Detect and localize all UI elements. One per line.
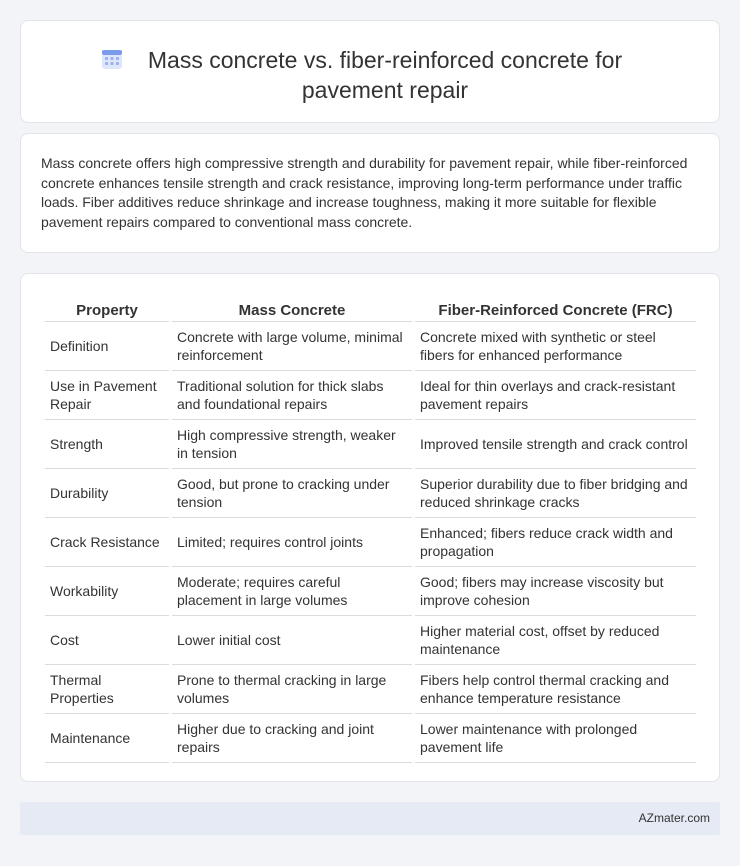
table-row (45, 714, 696, 763)
table-row (45, 518, 696, 567)
page-title: Mass concrete vs. fiber-reinforced concrete for pavement repair (147, 47, 623, 103)
row-property: Crack Resistance (45, 518, 169, 567)
row-frc: Good; fibers may increase viscosity but improve cohesion (415, 567, 696, 616)
table-row (45, 616, 696, 665)
row-mass-concrete: Traditional solution for thick slabs and foundational repairs (172, 371, 412, 420)
footer-bar (20, 802, 720, 835)
row-mass-concrete: Limited; requires control joints (172, 518, 412, 567)
table-row (45, 322, 696, 371)
title-card (20, 20, 720, 123)
table-row (45, 469, 696, 518)
row-mass-concrete: Concrete with large volume, minimal reinforcement (172, 322, 412, 371)
row-frc: Ideal for thin overlays and crack-resistant pavement repairs (415, 371, 696, 420)
header-mass-concrete: Mass Concrete (172, 294, 412, 322)
row-property: Cost (45, 616, 169, 665)
row-property: Strength (45, 420, 169, 469)
row-frc: Lower maintenance with prolonged pavement life (415, 714, 696, 763)
comparison-table-card (20, 273, 720, 782)
table-row (45, 420, 696, 469)
row-mass-concrete: High compressive strength, weaker in tension (172, 420, 412, 469)
row-mass-concrete: Prone to thermal cracking in large volumes (172, 665, 412, 714)
row-property: Workability (45, 567, 169, 616)
table-header-row (45, 294, 696, 322)
row-frc: Enhanced; fibers reduce crack width and propagation (415, 518, 696, 567)
header-property: Property (45, 294, 169, 322)
row-mass-concrete: Lower initial cost (172, 616, 412, 665)
table-row (45, 567, 696, 616)
row-property: Use in Pavement Repair (45, 371, 169, 420)
row-frc: Superior durability due to fiber bridging and reduced shrinkage cracks (415, 469, 696, 518)
row-frc: Concrete mixed with synthetic or steel fibers for enhanced performance (415, 322, 696, 371)
row-mass-concrete: Moderate; requires careful placement in large volumes (172, 567, 412, 616)
row-frc: Fibers help control thermal cracking and enhance temperature resistance (415, 665, 696, 714)
table-row (45, 371, 696, 420)
row-frc: Higher material cost, offset by reduced maintenance (415, 616, 696, 665)
header-frc: Fiber-Reinforced Concrete (FRC) (415, 294, 696, 322)
table-row (45, 665, 696, 714)
row-mass-concrete: Good, but prone to cracking under tension (172, 469, 412, 518)
row-property: Thermal Properties (45, 665, 169, 714)
comparison-table (42, 294, 699, 763)
footer-brand[interactable]: AZmater.com (638, 811, 710, 825)
row-frc: Improved tensile strength and crack control (415, 420, 696, 469)
row-property: Durability (45, 469, 169, 518)
row-property: Definition (45, 322, 169, 371)
row-mass-concrete: Higher due to cracking and joint repairs (172, 714, 412, 763)
summary-card (20, 133, 720, 253)
row-property: Maintenance (45, 714, 169, 763)
summary-text: Mass concrete offers high compressive strength and durability for pavement repair, while fiber-reinforced concrete enhances tensile strength and crack resistance, improving long-term performance under traffic loads. Fiber additives reduce shrinkage and increase toughness, making it more suitable for flexible pavement repairs compared to conventional mass concrete. (41, 155, 688, 230)
